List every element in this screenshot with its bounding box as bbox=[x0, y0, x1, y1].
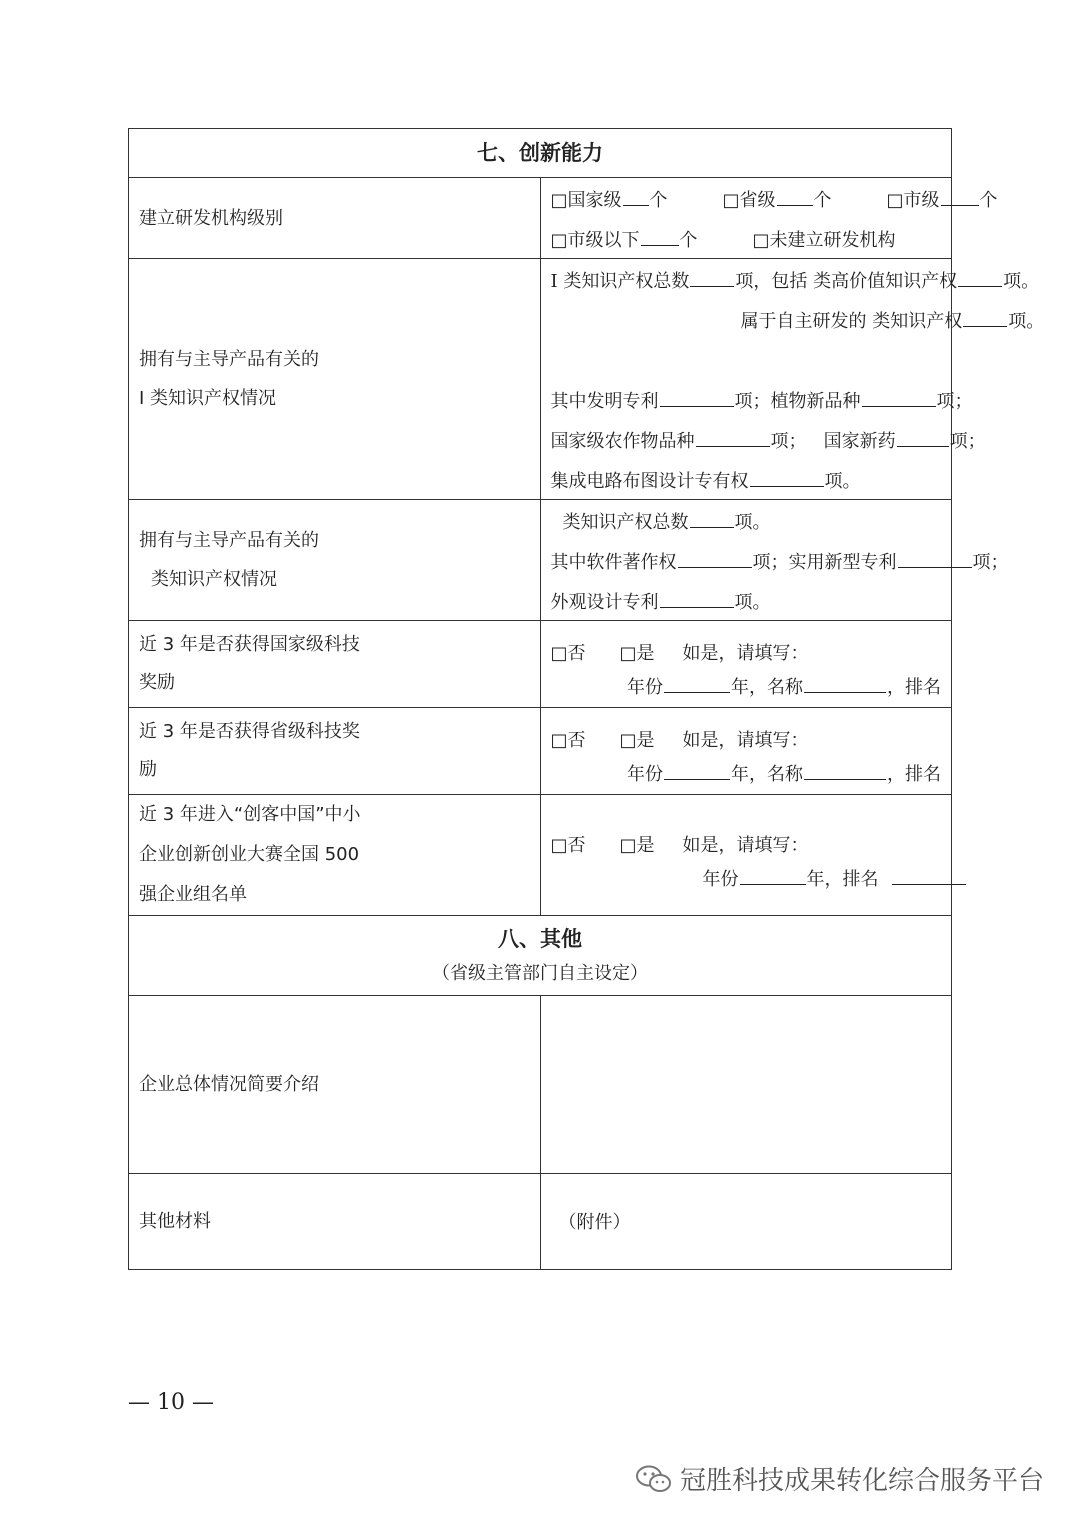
ip1-crop-field[interactable] bbox=[696, 430, 770, 447]
ip2-content bbox=[540, 500, 1009, 621]
row-national-award bbox=[129, 621, 952, 708]
attachment-note: （附件） bbox=[558, 1212, 631, 1233]
rd-level-label: 建立研发机构级别 bbox=[139, 207, 283, 229]
maker-label-cell bbox=[129, 795, 541, 916]
overview-input-area[interactable] bbox=[540, 996, 952, 1174]
ip1-total-field[interactable] bbox=[690, 270, 734, 287]
ip1-invention-line: 其中发明专利 项；植物新品种 项； bbox=[550, 391, 973, 412]
provincial-award-year-field[interactable] bbox=[664, 763, 730, 780]
section-8-title: 八、其他 bbox=[498, 927, 582, 951]
ip1-label-line2: I 类知识产权情况 bbox=[139, 388, 277, 409]
provincial-award-label-line1: 近 3 年是否获得省级科技奖 bbox=[139, 721, 360, 742]
ip1-total-line: I 类知识产权总数 项，包括 类高价值知识产权 项。 bbox=[550, 271, 1040, 292]
application-form-table bbox=[128, 128, 1045, 1270]
national-award-no-checkbox[interactable]: □否 bbox=[550, 643, 586, 664]
page-number: — 10 — bbox=[128, 1390, 214, 1415]
maker-no-checkbox[interactable]: □否 bbox=[550, 835, 586, 856]
wechat-icon bbox=[634, 1464, 674, 1494]
ip1-plant-field[interactable] bbox=[862, 390, 936, 407]
maker-yes-checkbox[interactable]: □是 bbox=[619, 835, 655, 856]
ip1-circuit-line: 集成电路布图设计专有权 项。 bbox=[550, 471, 861, 492]
national-award-label-cell bbox=[129, 621, 541, 708]
national-award-yes-checkbox[interactable]: □是 bbox=[619, 643, 655, 664]
rd-none-option[interactable]: □未建立研发机构 bbox=[752, 230, 896, 251]
ip2-software-line: 其中软件著作权 项；实用新型专利 项； bbox=[550, 552, 1009, 573]
row-maker-china bbox=[129, 795, 952, 916]
row-ip-class-2 bbox=[129, 500, 952, 621]
provincial-award-content bbox=[540, 708, 952, 795]
national-award-label-line1: 近 3 年是否获得国家级科技 bbox=[139, 634, 360, 655]
maker-year-field[interactable] bbox=[740, 868, 806, 885]
ip2-design-field[interactable] bbox=[660, 591, 734, 608]
national-award-choice-line: □否 □是 如是，请填写： bbox=[550, 643, 809, 664]
ip1-circuit-field[interactable] bbox=[750, 470, 824, 487]
ip2-label-cell bbox=[129, 500, 541, 621]
provincial-award-choice-line: □否 □是 如是，请填写： bbox=[550, 730, 809, 751]
maker-content bbox=[540, 795, 952, 916]
maker-choice-line: □否 □是 如是，请填写： bbox=[550, 835, 809, 856]
ip2-label-line2: 类知识产权情况 bbox=[151, 569, 277, 590]
maker-detail-line: 年份 年，排名 bbox=[703, 865, 967, 891]
ip1-content bbox=[540, 259, 1045, 500]
ip2-total-line: 类知识产权总数 项。 bbox=[562, 512, 771, 533]
other-materials-label: 其他材料 bbox=[139, 1211, 211, 1232]
national-award-content bbox=[540, 621, 952, 708]
row-rd-level bbox=[129, 178, 952, 259]
national-award-year-field[interactable] bbox=[664, 676, 730, 693]
other-label-cell bbox=[129, 1174, 541, 1270]
provincial-award-label-line2: 励 bbox=[139, 759, 157, 780]
section-8-subtitle: （省级主管部门自主设定） bbox=[432, 963, 648, 984]
provincial-award-name-field[interactable] bbox=[804, 763, 886, 780]
section-7-title: 七、创新能力 bbox=[477, 141, 603, 165]
ip2-label-line1: 拥有与主导产品有关的 bbox=[139, 530, 319, 551]
ip1-crop-line: 国家级农作物品种 项； 国家新药 项； bbox=[550, 431, 986, 452]
row-company-overview bbox=[129, 996, 952, 1174]
national-award-detail-line: 年份 年，名称 ，排名 bbox=[627, 677, 941, 698]
rd-city-option[interactable]: □市级 个 bbox=[886, 190, 998, 211]
ip2-utility-field[interactable] bbox=[898, 551, 972, 568]
ip2-total-field[interactable] bbox=[690, 511, 734, 528]
rd-national-count-field[interactable] bbox=[623, 189, 649, 206]
rd-below-city-count-field[interactable] bbox=[641, 229, 679, 246]
ip2-software-field[interactable] bbox=[678, 551, 752, 568]
national-award-name-field[interactable] bbox=[804, 676, 886, 693]
ip1-self-dev-line: 属于自主研发的 类知识产权 项。 bbox=[740, 311, 1045, 332]
row-provincial-award bbox=[129, 708, 952, 795]
row-ip-class-1 bbox=[129, 259, 952, 500]
ip1-drug-field[interactable] bbox=[897, 430, 949, 447]
rd-level-content bbox=[540, 178, 998, 259]
maker-label-line2: 企业创新创业大赛全国 500 bbox=[139, 844, 360, 865]
watermark bbox=[634, 1460, 1044, 1497]
provincial-award-yes-checkbox[interactable]: □是 bbox=[619, 730, 655, 751]
rd-below-city-option[interactable]: □市级以下 个 bbox=[550, 230, 698, 251]
other-materials-content[interactable] bbox=[540, 1174, 952, 1270]
section-7-header bbox=[129, 129, 952, 178]
ip1-label-line1: 拥有与主导产品有关的 bbox=[139, 349, 319, 370]
ip1-label-cell bbox=[129, 259, 541, 500]
provincial-award-detail-line: 年份 年，名称 ，排名 bbox=[627, 764, 941, 785]
maker-label-line3: 强企业组名单 bbox=[139, 884, 247, 905]
ip1-high-value-field[interactable] bbox=[958, 270, 1002, 287]
row-other-materials bbox=[129, 1174, 952, 1270]
ip1-invention-field[interactable] bbox=[660, 390, 734, 407]
rd-provincial-option[interactable]: □省级 个 bbox=[722, 190, 832, 211]
maker-rank-field[interactable] bbox=[892, 868, 966, 885]
rd-level-label-cell bbox=[129, 178, 541, 259]
rd-city-count-field[interactable] bbox=[941, 189, 979, 206]
maker-label-line1: 近 3 年进入“创客中国”中小 bbox=[139, 804, 361, 825]
provincial-award-label-cell bbox=[129, 708, 541, 795]
ip1-self-dev-field[interactable] bbox=[963, 310, 1007, 327]
rd-provincial-count-field[interactable] bbox=[777, 189, 813, 206]
section-8-header bbox=[129, 916, 952, 996]
watermark-text: 冠胜科技成果转化综合服务平台 bbox=[679, 1466, 1044, 1496]
overview-label: 企业总体情况简要介绍 bbox=[139, 1074, 319, 1095]
provincial-award-no-checkbox[interactable]: □否 bbox=[550, 730, 586, 751]
rd-national-option[interactable]: □国家级 个 bbox=[550, 190, 668, 211]
national-award-label-line2: 奖励 bbox=[139, 672, 175, 693]
ip2-design-line: 外观设计专利 项。 bbox=[550, 592, 771, 613]
overview-label-cell bbox=[129, 996, 541, 1174]
